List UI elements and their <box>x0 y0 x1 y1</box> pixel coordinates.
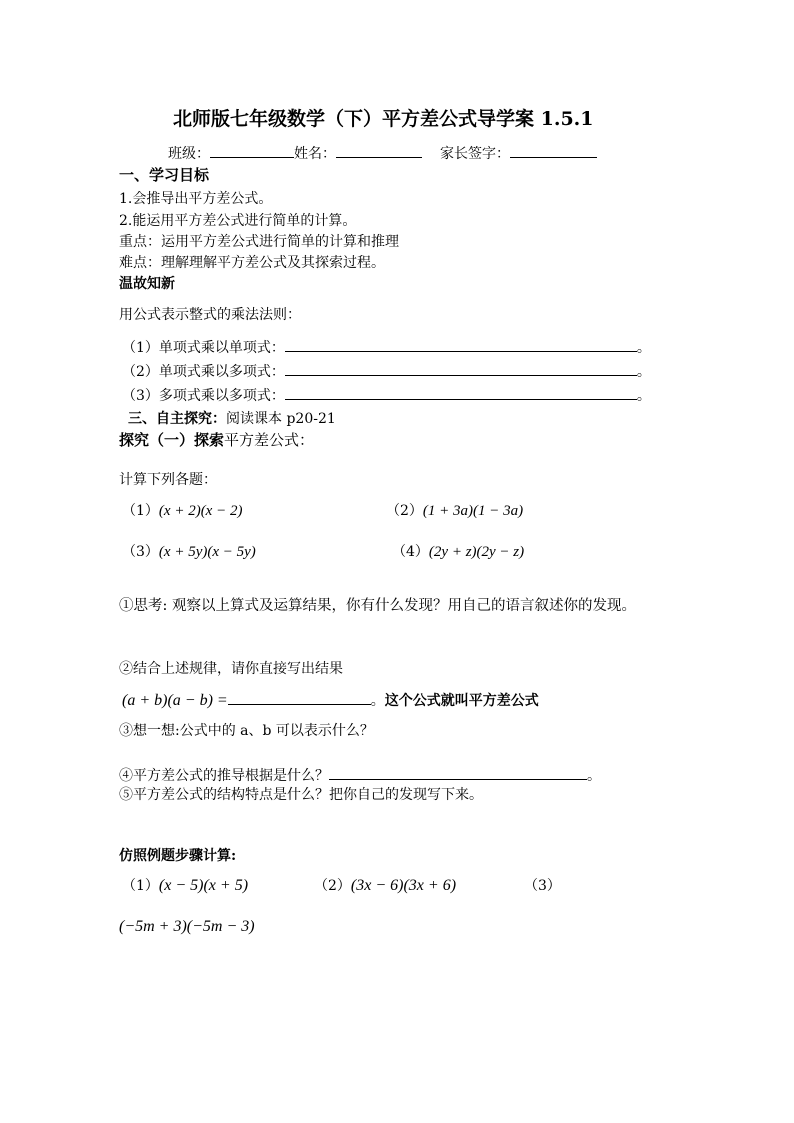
info-line <box>168 143 597 163</box>
section3-heading-rest: 阅读课本 p20-21 <box>226 411 336 427</box>
formula-end: 。 <box>370 693 385 709</box>
problem-3-expr: (x + 5y)(x − 5y) <box>158 544 256 560</box>
problem-3 <box>122 543 256 561</box>
question-1: ①思考: 观察以上算式及运算结果，你有什么发现？用自己的语言叙述你的发现。 <box>119 598 636 614</box>
problem-1 <box>122 502 242 520</box>
question-2: ②结合上述规律，请你直接写出结果 <box>119 661 343 677</box>
explore-heading-bold: 探究（一）探索 <box>119 431 225 449</box>
problem-3-num: （3） <box>122 544 159 560</box>
question-4-end: 。 <box>587 768 601 784</box>
rule-1-blank[interactable] <box>285 337 637 352</box>
rule-2-end: 。 <box>636 364 651 380</box>
section3-heading <box>128 410 336 428</box>
rules-intro: 用公式表示整式的乘法法则： <box>119 307 301 323</box>
rule-2-label: （2）单项式乘以多项式： <box>122 364 285 380</box>
problem-2 <box>386 502 523 520</box>
problem-4-num: （4） <box>392 544 429 560</box>
formula-blank[interactable] <box>228 690 371 705</box>
section1-heading: 一、学习目标 <box>119 166 210 184</box>
difficulty: 难点：理解理解平方差公式及其探索过程。 <box>119 255 385 271</box>
name-label: 姓名： <box>294 146 336 162</box>
formula-expr: (a + b)(a − b) = <box>122 692 228 709</box>
practice-3-expr <box>119 918 255 936</box>
class-blank[interactable] <box>210 143 294 158</box>
practice-heading: 仿照例题步骤计算: <box>119 848 237 864</box>
rule-3-blank[interactable] <box>285 385 637 400</box>
practice-2 <box>314 877 456 895</box>
problem-4-expr: (2y + z)(2y − z) <box>428 544 525 560</box>
name-blank[interactable] <box>336 143 422 158</box>
rule-3 <box>122 385 651 405</box>
rule-1-end: 。 <box>636 340 651 356</box>
question-4-text: ④平方差公式的推导根据是什么？ <box>119 768 329 784</box>
rule-1 <box>122 337 651 357</box>
goal-item-1: 1.会推导出平方差公式。 <box>119 191 273 207</box>
practice-3-expression: (−5m + 3)(−5m − 3) <box>119 918 255 935</box>
rule-1-label: （1）单项式乘以单项式： <box>122 340 285 356</box>
goal-item-2: 2.能运用平方差公式进行简单的计算。 <box>119 213 357 229</box>
explore-heading-rest: 平方差公式： <box>224 431 315 449</box>
parent-blank[interactable] <box>510 143 597 158</box>
rule-2-blank[interactable] <box>285 361 637 376</box>
practice-1 <box>122 877 248 895</box>
practice-2-num: （2） <box>314 878 351 894</box>
explore-heading <box>119 431 314 449</box>
practice-3-num: （3） <box>524 878 561 894</box>
problem-2-num: （2） <box>386 503 423 519</box>
question-4-blank[interactable] <box>329 765 587 780</box>
problem-4 <box>392 543 524 561</box>
practice-1-num: （1） <box>122 878 159 894</box>
question-5: ⑤平方差公式的结构特点是什么？把你自己的发现写下来。 <box>119 787 483 803</box>
question-4 <box>119 765 601 785</box>
practice-3 <box>524 877 561 895</box>
parent-label: 家长签字： <box>440 146 510 162</box>
problem-1-num: （1） <box>122 503 159 519</box>
problem-1-expr: (x + 2)(x − 2) <box>158 503 243 519</box>
key-point: 重点：运用平方差公式进行简单的计算和推理 <box>119 234 399 250</box>
question-3: ③想一想:公式中的 a、b 可以表示什么？ <box>119 723 374 739</box>
section3-heading-bold: 三、自主探究： <box>128 411 226 427</box>
practice-2-expr: (3x − 6)(3x + 6) <box>350 877 457 894</box>
formula-note: 这个公式就叫平方差公式 <box>384 693 539 709</box>
class-label: 班级： <box>168 146 210 162</box>
rule-3-end: 。 <box>636 388 651 404</box>
rule-2 <box>122 361 651 381</box>
rule-3-label: （3）多项式乘以多项式： <box>122 388 285 404</box>
formula-line <box>122 690 539 710</box>
problem-2-expr: (1 + 3a)(1 − 3a) <box>422 503 524 519</box>
page-title: 北师版七年级数学（下）平方差公式导学案 1.5.1 <box>173 108 594 130</box>
calc-intro: 计算下列各题： <box>119 472 217 488</box>
practice-1-expr: (x − 5)(x + 5) <box>158 877 249 894</box>
section2-heading: 温故知新 <box>119 276 175 292</box>
